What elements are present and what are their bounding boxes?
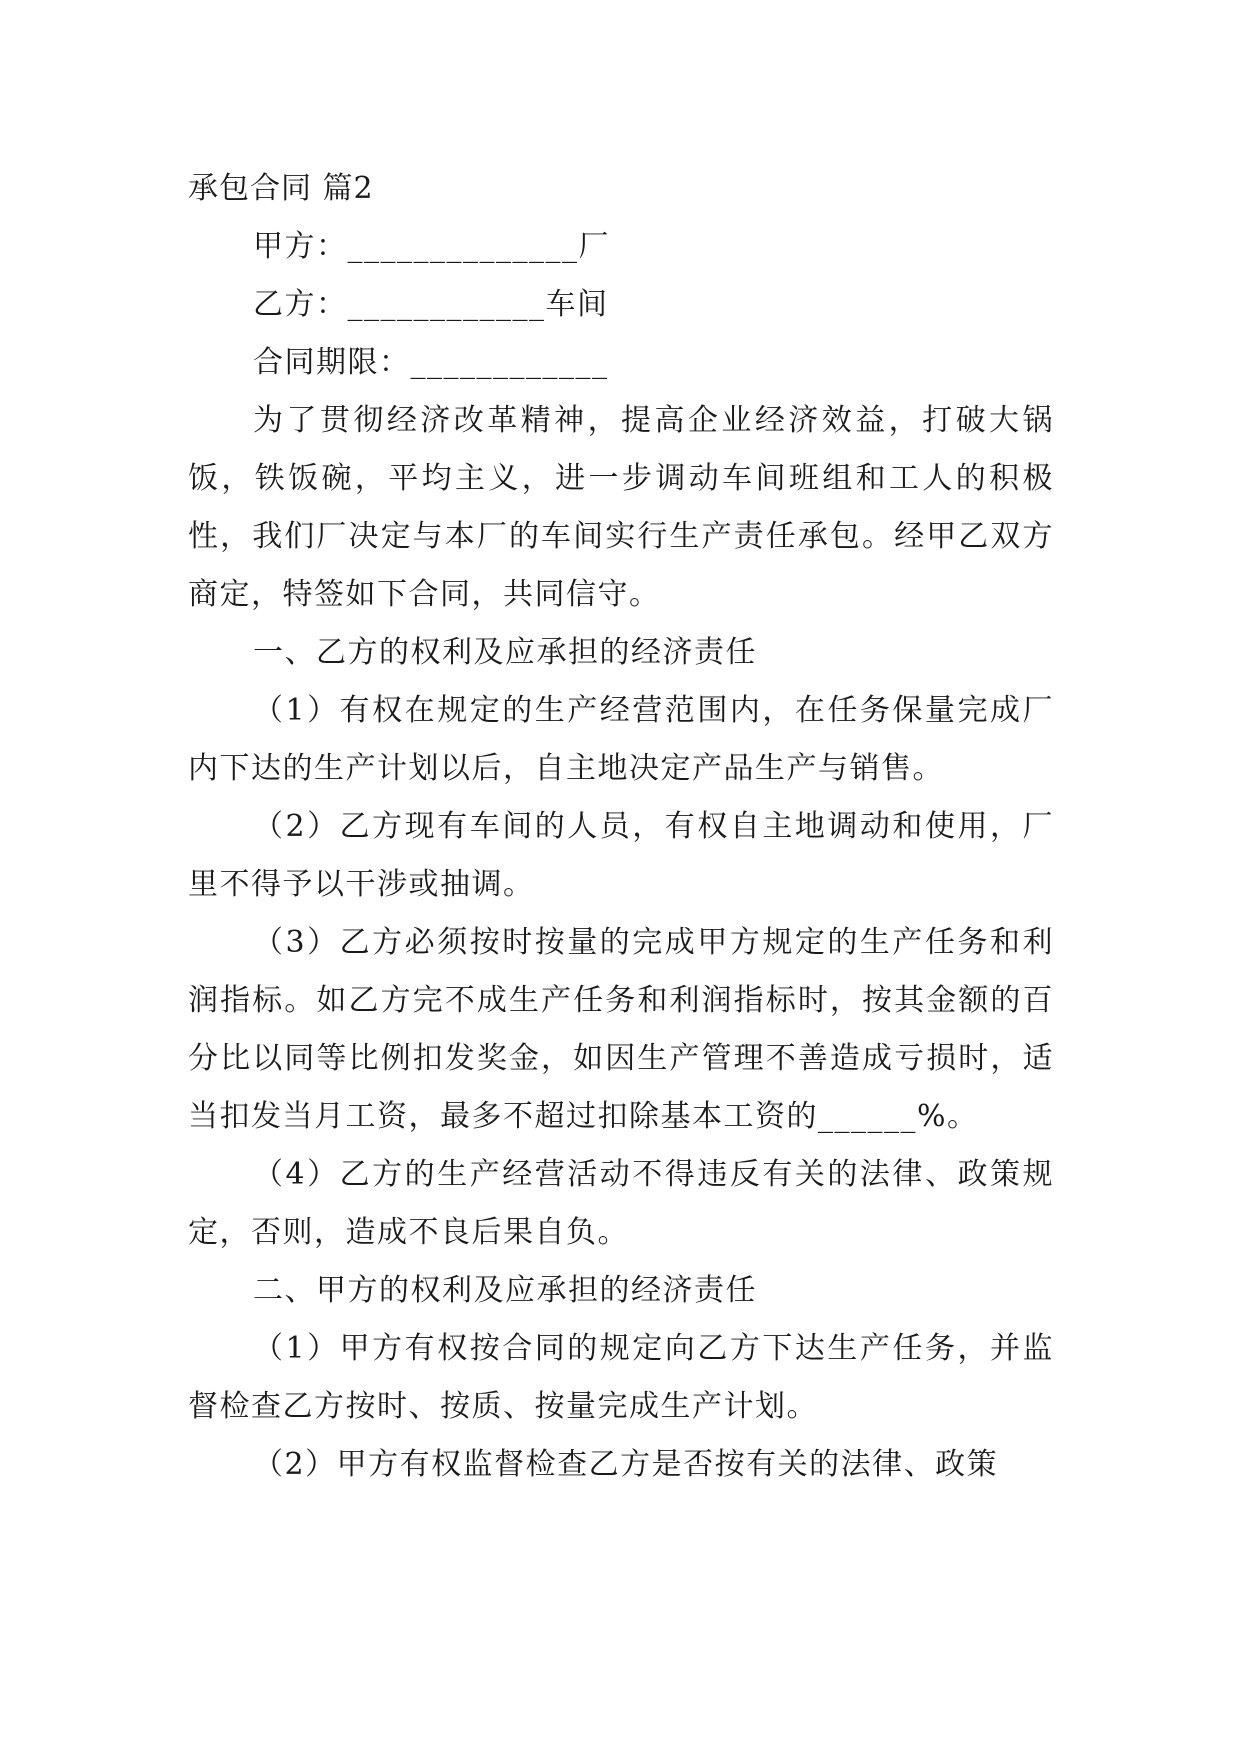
intro-paragraph: 为了贯彻经济改革精神，提高企业经济效益，打破大锅饭，铁饭碗，平均主义，进一步调动车间班组和工人的积极性，我们厂决定与本厂的车间实行生产责任承包。经甲乙双方商定，特签如下合同，共同信守。 bbox=[188, 403, 1054, 612]
section-heading-party-a: 二、甲方的权利及应承担的经济责任 bbox=[253, 1273, 757, 1308]
clause-b-2: （2）乙方现有车间的人员，有权自主地调动和使用，厂里不得予以干涉或抽调。 bbox=[188, 809, 1054, 902]
clause-b-4: （4）乙方的生产经营活动不得违反有关的法律、政策规定，否则，造成不良后果自负。 bbox=[188, 1157, 1054, 1250]
document-page bbox=[188, 160, 1054, 1494]
clause-a-2: （2）甲方有权监督检查乙方是否按有关的法律、政策 bbox=[253, 1447, 999, 1482]
contract-term-line: 合同期限：____________ bbox=[253, 345, 609, 380]
party-a-line: 甲方：______________厂 bbox=[253, 229, 610, 264]
document-title: 承包合同 篇2 bbox=[188, 171, 374, 206]
section-heading-party-b: 一、乙方的权利及应承担的经济责任 bbox=[253, 635, 757, 670]
clause-a-1: （1）甲方有权按合同的规定向乙方下达生产任务，并监督检查乙方按时、按质、按量完成生产计划。 bbox=[188, 1331, 1054, 1424]
clause-b-1: （1）有权在规定的生产经营范围内，在任务保量完成厂内下达的生产计划以后，自主地决定产品生产与销售。 bbox=[188, 693, 1054, 786]
clause-b-3: （3）乙方必须按时按量的完成甲方规定的生产任务和利润指标。如乙方完不成生产任务和利润指标时，按其金额的百分比以同等比例扣发奖金，如因生产管理不善造成亏损时，适当扣发当月工资，最多不超过扣除基本工资的______%。 bbox=[188, 925, 1054, 1134]
party-b-line: 乙方：____________车间 bbox=[253, 287, 609, 322]
